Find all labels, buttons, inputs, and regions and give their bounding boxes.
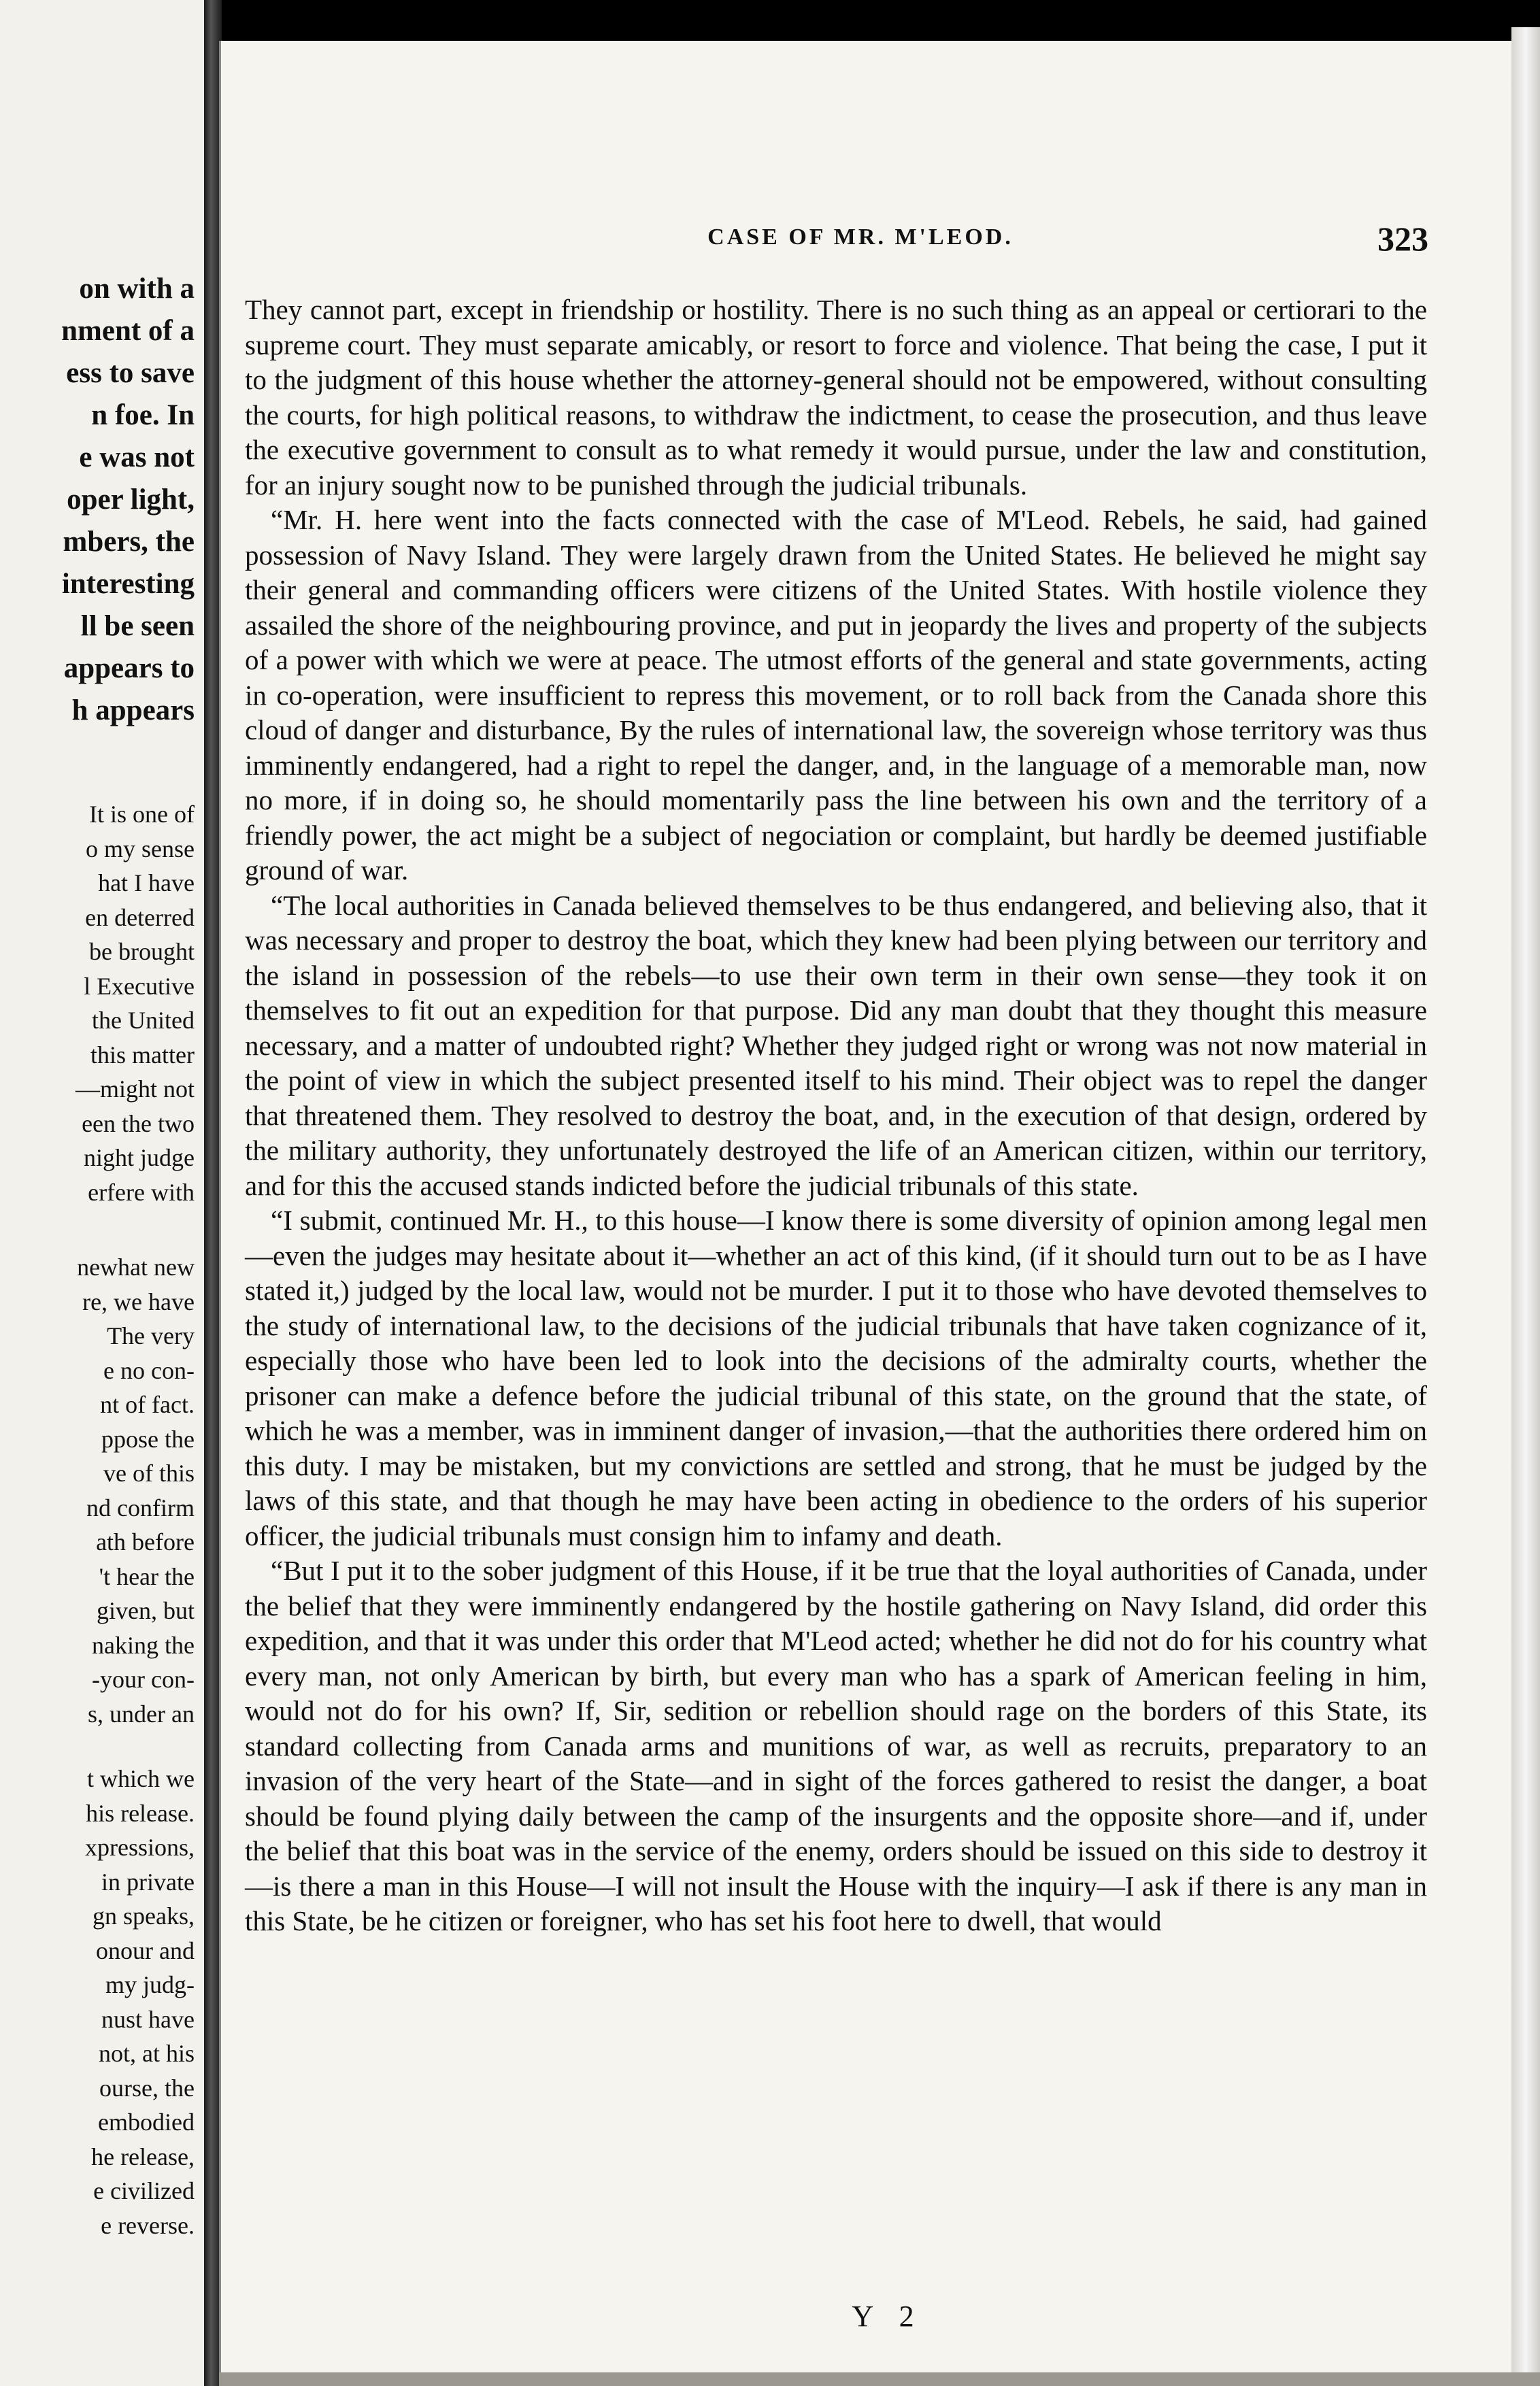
left-page-line: embodied: [98, 2108, 195, 2136]
left-page-line: my judg-: [105, 1971, 195, 1998]
right-page: [219, 41, 1513, 2374]
body-text: [245, 292, 1427, 1939]
left-page-line: ll be seen: [80, 610, 195, 642]
left-page-fragment: [0, 0, 204, 2386]
paragraph: They cannot part, except in friendship or hostility. There is no such thing as an appeal or certiorari to the supreme court. They must separate amicably, or resort to force and violence. That being the case, I put it to the judgment of this house whether the attorney-general should not be empowered, without consulting the courts, for high political reasons, to withdraw the indictment, to cease the prosecution, and thus leave the executive government to consult as to what remedy it would pursue, under the law and constitution, for an injury sought now to be punished through the judicial tribunals.: [245, 294, 1427, 501]
left-page-line: The very: [107, 1322, 195, 1349]
left-page-line: given, but: [97, 1597, 195, 1624]
paragraph: “But I put it to the sober judgment of this House, if it be true that the loyal authorities of Canada, under the belief that they were imminently endangered by the hostile gathering on Navy Island, did order this expedition, and that it was under this order that M'Leod acted; whether he did not do for his country what every man, not only American by birth, but every man who has a spark of American feeling in him, would not do for his own? If, Sir, sedition or rebellion should rage on the borders of this State, its standard collecting from Canada arms and munitions of war, as well as recruits, preparatory to an invasion of the very heart of the State—and in sight of the forces gathered to resist the danger, a boat should be found plying daily between the camp of the insurgents and the opposite shore—and if, under the belief that this boat was in the service of the enemy, orders should be issued on this side to destroy it—is there a man in this House—I will not insult the House with the inquiry—I ask if there is any man in this State, be he citizen or foreigner, who has set his foot here to dwell, that would: [245, 1555, 1427, 1936]
left-page-line: 't hear the: [99, 1562, 195, 1590]
left-page-line: appears to: [63, 652, 195, 684]
left-page-line: newhat new: [77, 1254, 195, 1281]
left-page-line: he release,: [91, 2143, 195, 2170]
left-page-line: nd confirm: [86, 1494, 195, 1522]
left-page-line: xpressions,: [85, 1834, 195, 1861]
page-number: 323: [1377, 220, 1428, 258]
left-page-line: en deterred: [85, 903, 195, 931]
left-page-line: een the two: [82, 1109, 195, 1137]
left-page-line: erfere with: [88, 1178, 195, 1206]
paragraph: “I submit, continued Mr. H., to this house—I know there is some diversity of opinion among legal men—even the judges may hesitate about it—whether an act of this kind, (if it should turn out to be as I have stated it,) judged by the local law, would not be murder. I put it to those who have devoted themselves to the study of international law, to the decisions of the judicial tribunals that have taken cognizance of it, especially those who have been led to look into the decisions of the admiralty courts, whether the prisoner can make a defence before the judicial tribunal of this state, on the ground that the state, of which he was a member, was in imminent danger of invasion,—that the authorities there ordered him on this duty. I may be mistaken, but my convictions are settled and strong, that he must be judged by the laws of this state, and that though he may have been acting in obedience to the orders of his superior officer, the judicial tribunals must consign him to infamy and death.: [245, 1205, 1427, 1551]
left-page-line: interesting: [61, 568, 195, 600]
left-page-line: nt of fact.: [100, 1391, 195, 1418]
left-page-line: t which we: [87, 1765, 195, 1792]
left-page-line: —might not: [75, 1075, 195, 1103]
left-page-line: ourse, the: [99, 2074, 195, 2102]
left-page-line: onour and: [96, 1936, 195, 1964]
left-page-line: the United: [92, 1007, 195, 1034]
left-page-line: -your con-: [92, 1666, 195, 1693]
left-page-line: gn speaks,: [93, 1902, 195, 1930]
left-page-line: on with a: [79, 273, 195, 305]
left-page-line: e no con-: [103, 1356, 195, 1384]
left-page-line: e was not: [79, 441, 195, 473]
left-page-line: l Executive: [84, 972, 195, 1000]
left-page-line: ve of this: [103, 1460, 195, 1487]
left-page-line: nust have: [101, 2005, 195, 2033]
left-page-line: ess to save: [66, 357, 195, 389]
left-page-line: his release.: [86, 1799, 195, 1827]
paragraph: “The local authorities in Canada believed themselves to be thus endangered, and believing also, that it was necessary and proper to destroy the boat, which they knew had been plying between our territory and the island in possession of the rebels—to use their own term in their own sense—they took it on themselves to fit out an expedition for that purpose. Did any man doubt that they thought this measure necessary, and a matter of undoubted right? Whether they judged right or wrong was not now material in the point of view in which the subject presented itself to his mind. Their object was to repel the danger that threatened them. They resolved to destroy the boat, and, in the execution of that design, ordered by the military authority, they unfortunately destroyed the life of an American citizen, within our territory, and for this the accused stands indicted before the judicial tribunals of this state.: [245, 889, 1427, 1201]
left-page-line: s, under an: [88, 1700, 195, 1728]
left-page-line: ppose the: [101, 1425, 195, 1453]
left-page-line: o my sense: [86, 835, 195, 862]
left-page-line: n foe. In: [91, 399, 195, 431]
running-title: CASE OF MR. M'LEOD.: [707, 224, 1014, 250]
left-page-line: e civilized: [93, 2177, 195, 2204]
page-bottom-edge: [219, 2372, 1540, 2386]
left-page-line: night judge: [84, 1144, 195, 1171]
left-page-line: mbers, the: [63, 526, 195, 558]
left-page-line: not, at his: [99, 2040, 195, 2067]
left-page-line: oper light,: [67, 484, 195, 516]
left-page-line: ath before: [96, 1528, 195, 1556]
running-head: [221, 220, 1513, 272]
left-page-line: h appears: [71, 694, 195, 726]
page-edge: [1511, 27, 1540, 2386]
left-page-line: this matter: [90, 1041, 195, 1069]
left-page-line: e reverse.: [101, 2211, 195, 2239]
left-page-line: naking the: [92, 1631, 195, 1659]
left-page-line: nment of a: [61, 315, 195, 347]
left-page-line: be brought: [89, 938, 195, 965]
paragraph: “Mr. H. here went into the facts connected with the case of M'Leod. Rebels, he said, had gained possession of Navy Island. They were largely drawn from the United States. He believed he might say their general and commanding officers were citizens of the United States. With hostile violence they assailed the shore of the neighbouring province, and put in jeopardy the lives and property of the subjects of a power with which we were at peace. The utmost efforts of the general and state governments, acting in co-operation, were insufficient to repress this movement, or to roll back from the Canada shore this cloud of danger and disturbance, By the rules of international law, the sovereign whose territory was thus imminently endangered, had a right to repel the danger, and, in the language of a memorable man, now no more, if in doing so, he should momentarily pass the line between his own and the territory of a friendly power, the act might be a subject of negociation or complaint, but hardly be deemed justifiable ground of war.: [245, 504, 1427, 886]
left-page-line: It is one of: [89, 801, 195, 828]
left-page-line: in private: [101, 1868, 195, 1896]
left-page-line: hat I have: [98, 869, 195, 896]
signature-mark: Y 2: [852, 2300, 924, 2333]
left-page-line: re, we have: [82, 1288, 195, 1315]
